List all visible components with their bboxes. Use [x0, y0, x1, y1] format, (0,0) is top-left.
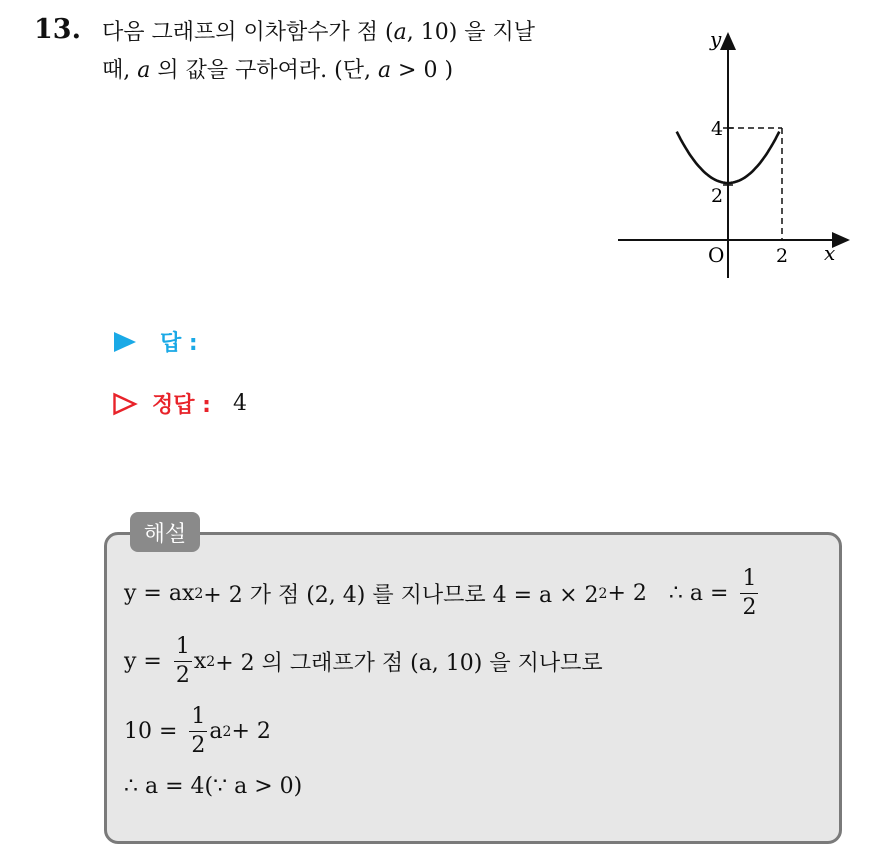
answer-label: 답 : — [160, 331, 198, 356]
correct-answer-label: 정답 : — [152, 393, 211, 418]
solution-line-1: y = ax 2 + 2 가 점 (2, 4) 를 지나므로 4 = a × 2 2 + 2 ∴ a = $\frac{1}{2}$ — [124, 566, 757, 620]
solution-line-3: 10 = $\frac{1}{2}$ a 2 + 2 — [124, 704, 271, 758]
outline-triangle-icon — [112, 392, 138, 416]
parabola-graph — [610, 28, 860, 283]
question-line-1: 다음 그래프의 이차함수가 점 (a, 10) 을 지날 — [102, 20, 536, 45]
solution-line-2: y = $\frac{1}{2}$ x 2 + 2 의 그래프가 점 (a, 10) 을 지나므로 — [124, 634, 603, 688]
y-axis-label: y — [710, 28, 722, 51]
y-tick-label-2: 2 — [711, 185, 724, 207]
x-axis-label: x — [824, 241, 836, 265]
question-text — [102, 14, 602, 90]
correct-answer-value: 4 — [232, 391, 247, 416]
origin-label: O — [708, 243, 725, 267]
fraction-one-half: $\frac{1}{2}$ — [175, 634, 190, 688]
question-line-2: 때, a 의 값을 구하여라. (단, a > 0 ) — [102, 58, 454, 83]
question-number: 13. — [34, 14, 81, 45]
fraction-one-half: $\frac{1}{2}$ — [191, 704, 206, 758]
fraction-one-half: $\frac{1}{2}$ — [742, 566, 757, 620]
play-triangle-icon — [112, 330, 138, 354]
solution-line-4: ∴ a = 4(∵ a > 0) — [124, 774, 303, 799]
correct-answer-row — [112, 388, 247, 419]
answer-row — [112, 326, 198, 357]
explanation-tag: 해설 — [130, 512, 200, 552]
x-tick-label-2: 2 — [776, 245, 789, 267]
y-tick-label-4: 4 — [711, 118, 724, 140]
